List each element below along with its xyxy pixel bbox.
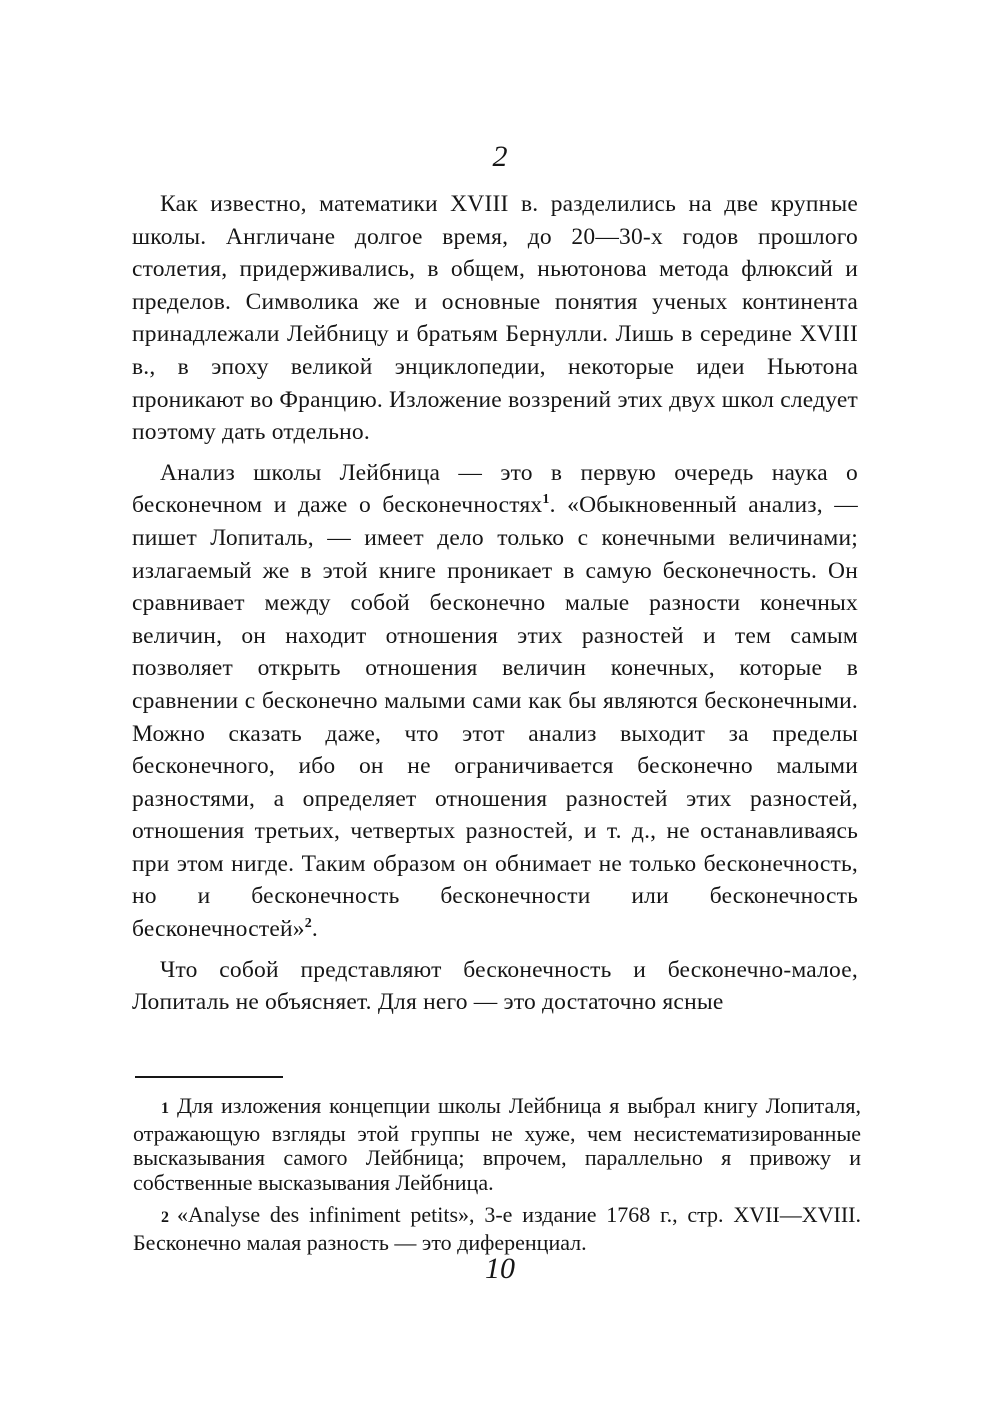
footnote-1-mark: 1	[161, 1100, 169, 1117]
paragraph-2-part-3: .	[311, 916, 318, 943]
footnotes	[133, 1094, 861, 1263]
page-number: 10	[485, 1252, 515, 1285]
paragraph-2-part-1: Анализ школы Лейбница — это в первую очередь наука о бесконечном и даже о бесконечностях	[132, 459, 858, 519]
footnote-ref-1[interactable]: 1	[542, 492, 550, 508]
paragraph-2	[132, 457, 858, 946]
footnote-2-mark: 2	[161, 1209, 169, 1226]
footnote-ref-2[interactable]: 2	[304, 916, 312, 932]
footnote-2	[133, 1203, 861, 1255]
footnote-separator	[135, 1076, 283, 1078]
section-number: 2	[492, 140, 508, 173]
main-text	[132, 188, 858, 1027]
paragraph-2-part-2: . «Обыкновенный анализ, — пишет Лопиталь, — имеет дело только с конечными величинами; излагаемый же в этой книге проникает в самую бесконечность. Он сравнивает между собой бесконечно малые разности конечных величин, он находит отношения этих разностей и тем самым позволяет открыть отношения величин конечных, которые в сравнении с бесконечно малыми сами как бы являются бесконечными. Можно сказать даже, что этот анализ выходит за пределы бесконечного, ибо он не ограничивается бесконечно малыми разностями, а определяет отношения разностей этих разностей, отношения третьих, четвертых разностей, и т. д., не останавливаясь при этом нигде. Таким образом он обнимает не только бесконечность, но и бесконечность бесконечности или бесконечность бесконечностей»	[132, 492, 858, 943]
footnote-2-text: «Analyse des infiniment petits», 3-е издание 1768 г., стр. XVII—XVIII. Бесконечно малая разность — это диференциал.	[133, 1202, 861, 1255]
paragraph-1: Как известно, математики XVIII в. разделились на две крупные школы. Англичане долгое время, до 20—30-х годов прошлого столетия, придерживались, в общем, ньютонова метода флюксий и пределов. Символика же и основные понятия ученых континента принадлежали Лейбницу и братьям Бернулли. Лишь в середине XVIII в., в эпоху великой энциклопедии, некоторые идеи Ньютона проникают во Францию. Изложение воззрений этих двух школ следует поэтому дать отдельно.	[132, 191, 858, 446]
footnote-1-text: Для изложения концепции школы Лейбница я выбрал книгу Лопиталя, отражающую взгляды этой группы не хуже, чем несистематизированные высказывания самого Лейбница; впрочем, параллельно я привожу и собственные высказывания Лейбница.	[133, 1093, 861, 1195]
footnote-1	[133, 1094, 861, 1195]
paragraph-3: Что собой представляют бесконечность и бесконечно-малое, Лопиталь не объясняет. Для него — это достаточно ясные	[132, 956, 858, 1016]
